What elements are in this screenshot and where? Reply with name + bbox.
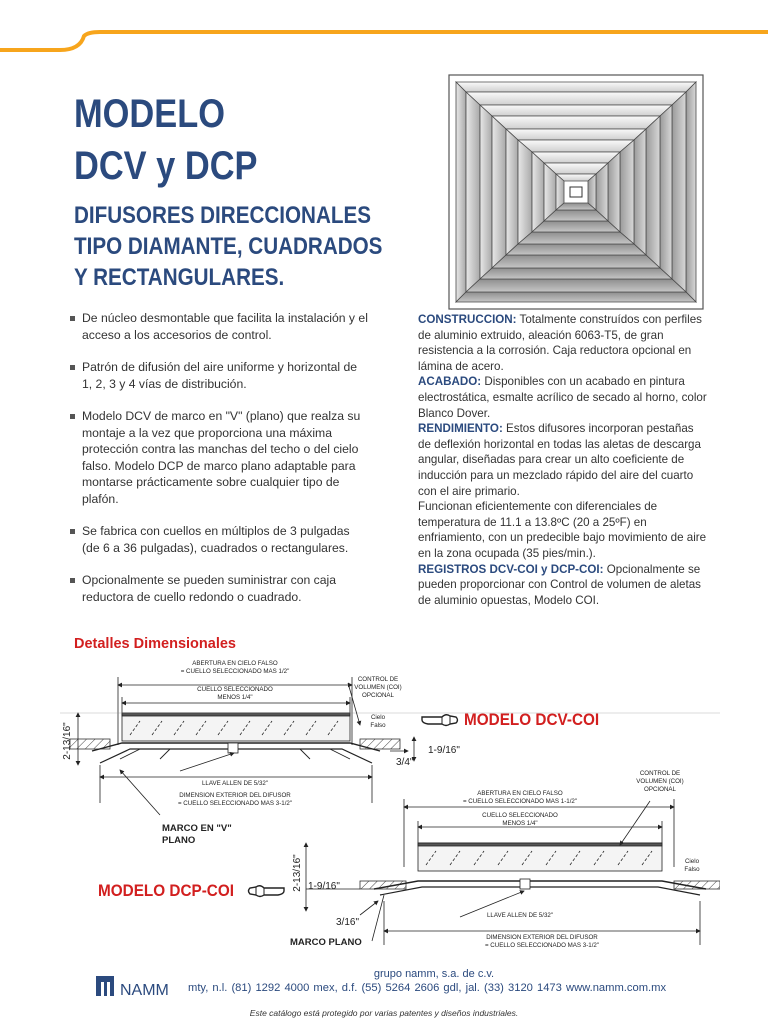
diffuser-ring-face <box>492 255 660 268</box>
diffuser-ring-face <box>646 116 660 268</box>
diffuser-ring-face <box>506 244 646 255</box>
dcp-cuello-l2: MENOS 1/4" <box>502 820 538 827</box>
dcv-abertura-l2: = CUELLO SELECCIONADO MAS 1/2" <box>180 668 290 675</box>
model-tag-dcv: MODELO DCV-COI <box>464 710 600 729</box>
diffuser-ring-face <box>518 140 532 244</box>
spec-text: Totalmente construídos con perfiles de aluminio extruido, aleación 6063-T5, de gran resistencia a la corrosión. Caja reductora opcional en lámina de acero. <box>418 313 702 373</box>
subtitle-line-2: TIPO DIAMANTE, CUADRADOS <box>74 233 383 260</box>
dcv-abertura-l1: ABERTURA EN CIELO FALSO <box>192 660 278 667</box>
title-line-1: MODELO <box>74 92 225 136</box>
dcp-abertura-l1: ABERTURA EN CIELO FALSO <box>477 790 563 797</box>
dcp-height-dim: 2-13/16" <box>292 854 303 892</box>
subtitle-line-1: DIFUSORES DIRECCIONALES <box>74 202 372 229</box>
section-title-dimensional: Detalles Dimensionales <box>74 636 236 652</box>
diffuser-ring-face <box>634 129 646 255</box>
legal-notice: Este catálogo está protegido por varias patentes y diseños industriales. <box>249 1008 519 1018</box>
dcv-control-l2: VOLUMEN (COI) <box>354 684 402 691</box>
spec-label: CONSTRUCCION: <box>418 313 517 326</box>
spec-text: Estos difusores incorporan pestañas de deflexión horizontal en todas las aletas de descarga angular, diseñadas para crear un alto coeficiente de inducción para un mezclado rápido del aire del cuarto con el aire primario. <box>418 422 701 498</box>
spec-registros <box>418 562 708 609</box>
diffuser-ring-face <box>532 152 620 163</box>
diffuser-ring-face <box>620 140 634 244</box>
spec-construccion <box>418 312 708 374</box>
dcv-marco-l1: MARCO EN "V" <box>162 823 232 834</box>
diffuser-ring-face <box>492 116 660 129</box>
feature-list <box>70 310 370 621</box>
company-name: grupo namm, s.a. de c.v. <box>373 968 495 980</box>
dcp-control-l3: OPCIONAL <box>644 786 676 793</box>
dcv-llave: LLAVE ALLEN DE 5/32" <box>201 780 269 787</box>
dcp-control-l1: CONTROL DE <box>639 770 681 777</box>
dimensional-drawing <box>60 655 720 955</box>
diffuser-ring-face <box>608 152 620 232</box>
diffuser-ring-face <box>518 140 634 152</box>
contact-info: mty, n.l. (81) 1292 4000 mex, d.f. (55) 5264 2606 gdl, jal. (33) 3120 1473 www.namm.com.mx <box>188 982 667 994</box>
dcv-cielo-l1: Cielo <box>370 714 386 721</box>
pointing-hand-icon <box>420 710 460 730</box>
diffuser-ring-face <box>480 105 492 279</box>
dcv-marco-l2: PLANO <box>162 835 196 846</box>
dcp-cielo-l1: Cielo <box>684 858 700 865</box>
feature-item: Patrón de difusión del aire uniforme y horizontal de 1, 2, 3 y 4 vías de distribución. <box>70 359 370 392</box>
pointing-hand-icon <box>246 881 286 901</box>
dcv-dim-ext-l2: = CUELLO SELECCIONADO MAS 3-1/2" <box>177 800 293 807</box>
spec-label: REGISTROS DCV-COI y DCP-COI: <box>418 562 604 576</box>
dcp-llave: LLAVE ALLEN DE 5/32" <box>486 912 554 919</box>
spec-label: ACABADO: <box>418 375 482 389</box>
dcp-dim-3-16: 3/16" <box>336 917 360 928</box>
dcp-dim-ext-l2: = CUELLO SELECCIONADO MAS 3-1/2" <box>484 942 600 949</box>
dcv-control-l3: OPCIONAL <box>362 692 394 699</box>
feature-item: Se fabrica con cuellos en múltiplos de 3 pulgadas (de 6 a 36 pulgadas), cuadrados o rectangulares. <box>70 523 370 556</box>
dcp-abertura-l2: = CUELLO SELECCIONADO MAS 1-1/2" <box>462 798 578 805</box>
diffuser-ring-face <box>660 105 672 279</box>
diffuser-ring-face <box>456 82 466 302</box>
diffuser-ring-face <box>480 105 672 116</box>
dcv-height-dim: 2-13/16" <box>62 722 73 760</box>
diffuser-ring-face <box>466 279 686 292</box>
diffuser-product-image <box>448 74 704 310</box>
dcp-cuello-l1: CUELLO SELECCIONADO <box>482 812 558 819</box>
spec-label: RENDIMIENTO: <box>418 422 503 436</box>
diffuser-ring-face <box>456 82 696 92</box>
dcv-cuello-l1: CUELLO SELECCIONADO <box>197 686 273 693</box>
feature-item: Opcionalmente se pueden suministrar con caja reductora de cuello redondo o cuadrado. <box>70 572 370 605</box>
dcv-dim-1-9-16: 1-9/16" <box>428 745 460 756</box>
diffuser-ring-face <box>532 221 620 232</box>
diffuser-center <box>570 187 582 197</box>
dcp-dim-ext-l1: DIMENSION EXTERIOR DEL DIFUSOR <box>486 934 598 941</box>
dcv-dim-3-4: 3/4" <box>396 757 414 768</box>
diffuser-ring-face <box>466 92 480 292</box>
diffuser-ring-face <box>506 129 518 255</box>
diffuser-ring-face <box>480 268 672 279</box>
diffuser-ring-face <box>518 232 634 244</box>
specifications <box>418 312 708 608</box>
diffuser-ring-face <box>506 129 646 140</box>
feature-item: Modelo DCV de marco en "V" (plano) que realza su montaje a la vez que proporciona una máxima protección contra las manchas del techo o del cielo falso. Modelo DCP de marco plano adaptable para montarse prácticamente sobre cualquier tipo de plafón. <box>70 408 370 507</box>
spec-text: Disponibles con un acabado en pintura electrostática, esmalte acrílico de secado al horno, color Blanco Dover. <box>418 375 707 420</box>
diffuser-ring-face <box>532 152 544 232</box>
model-tag-dcp: MODELO DCP-COI <box>98 881 234 900</box>
dcv-control-l1: CONTROL DE <box>357 676 399 683</box>
dcv-cielo-l2: Falso <box>370 722 386 729</box>
title-line-2: DCV y DCP <box>74 144 258 188</box>
diffuser-ring-face <box>686 82 696 302</box>
spec-acabado <box>418 374 708 421</box>
dcp-control-l2: VOLUMEN (COI) <box>636 778 684 785</box>
diffuser-ring-face <box>456 292 696 302</box>
dcp-dim-1-9-16: 1-9/16" <box>308 881 340 892</box>
spec-text: Opcionalmente se pueden proporcionar con Control de volumen de aletas de aluminio opuestas, Modelo COI. <box>418 562 701 607</box>
dcp-cielo-l2: Falso <box>684 866 700 873</box>
logo-text: NAMM <box>120 982 169 999</box>
header-accent-curve <box>0 0 768 60</box>
spec-funcionan: Funcionan eficientemente con diferenciales de temperatura de 11.1 a 13.8ºC (20 a 25ºF) en enfriamiento, con un predecible bajo movimiento de aire en la zona ocupada (35 pies/min.). <box>418 500 707 560</box>
spec-rendimiento <box>418 421 708 499</box>
subtitle-line-3: Y RECTANGULARES. <box>74 264 285 291</box>
diffuser-ring-face <box>672 92 686 292</box>
dcv-dim-ext-l1: DIMENSION EXTERIOR DEL DIFUSOR <box>179 792 291 799</box>
feature-item: De núcleo desmontable que facilita la instalación y el acceso a los accesorios de control. <box>70 310 370 343</box>
page-title <box>74 88 358 192</box>
diffuser-ring-face <box>466 92 686 105</box>
page-subtitle <box>74 200 401 293</box>
diffuser-ring-face <box>492 116 506 268</box>
dcv-cuello-l2: MENOS 1/4" <box>217 694 253 701</box>
dcp-marco: MARCO PLANO <box>290 937 362 948</box>
